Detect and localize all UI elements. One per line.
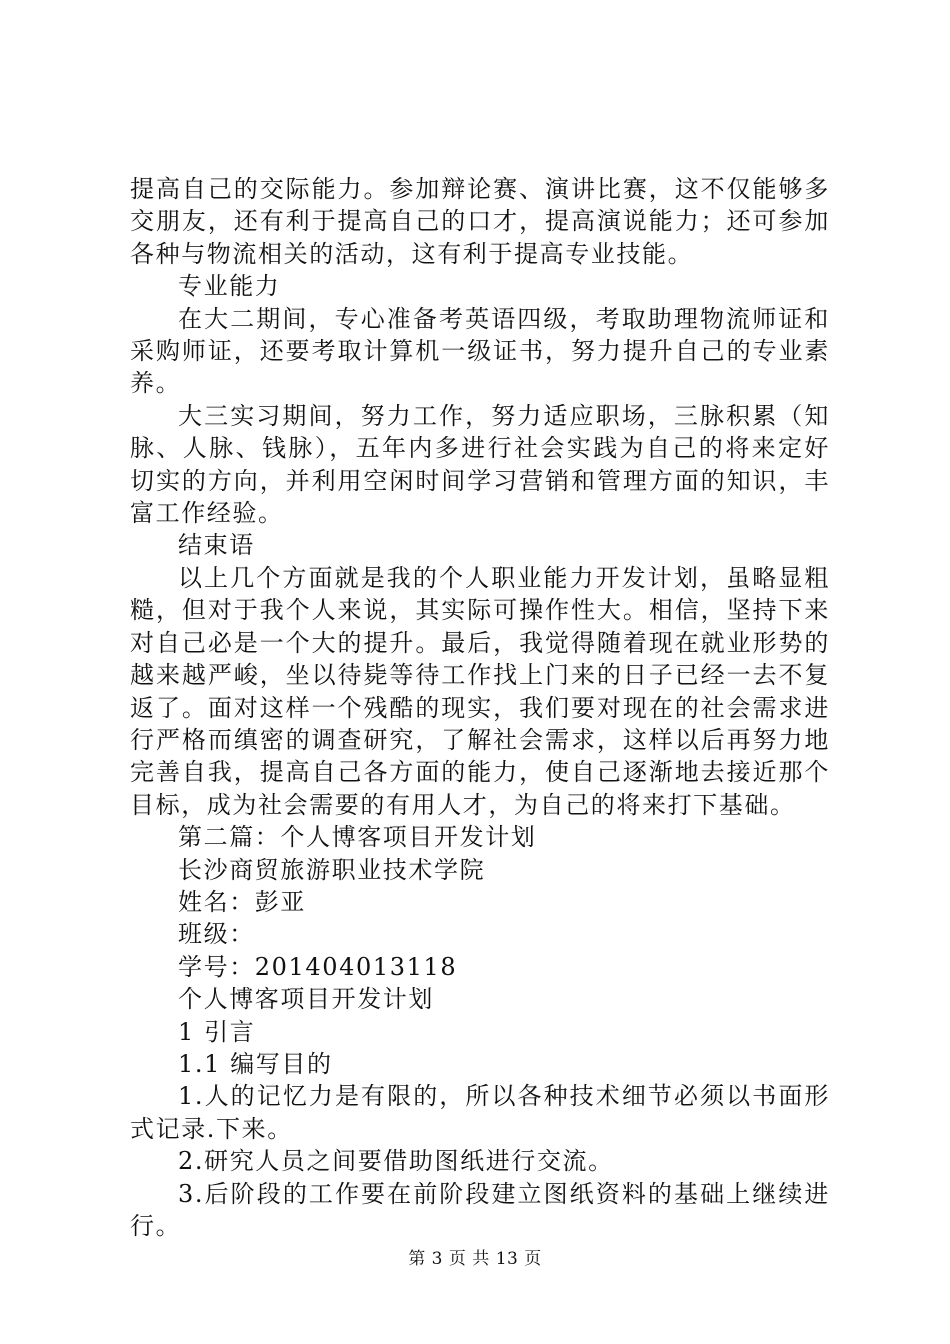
student-name: 姓名：彭亚 (178, 887, 306, 916)
student-class: 班级： (178, 920, 255, 949)
paragraph: 以上几个方面就是我的个人职业能力开发计划，虽略显粗糙，但对于我个人来说，其实际可操作性大。相信，坚持下来对自己必是一个大的提升。最后，我觉得随着现在就业形势的越来越严峻，坐以待毙等待工作找上门来的日子已经一去不复返了。面对这样一个残酷的现实，我们要对现在的社会需求进行严格而缜密的调查研究，了解社会需求，这样以后再努力地完善自我，提高自己各方面的能力，使自己逐渐地去接近那个目标，成为社会需要的有用人才，为自己的将来打下基础。 (130, 563, 830, 819)
paragraph: 大三实习期间，努力工作，努力适应职场，三脉积累（知脉、人脉、钱脉），五年内多进行社会实践为自己的将来定好切实的方向，并利用空闲时间学习营销和管理方面的知识，丰富工作经验。 (130, 401, 830, 528)
student-id: 学号：201404013118 (178, 952, 458, 981)
section-heading-conclusion: 结束语 (178, 531, 255, 560)
school-name: 长沙商贸旅游职业技术学院 (178, 855, 486, 884)
subsection-heading-purpose: 1.1 编写目的 (178, 1049, 333, 1078)
document-body (130, 173, 830, 1242)
list-item: 3.后阶段的工作要在前阶段建立图纸资料的基础上继续进行。 (130, 1179, 830, 1240)
paragraph: 在大二期间，专心准备考英语四级，考取助理物流师证和采购师证，还要考取计算机一级证书，努力提升自己的专业素养。 (130, 304, 830, 398)
document-title: 个人博客项目开发计划 (178, 985, 434, 1014)
list-item: 2.研究人员之间要借助图纸进行交流。 (178, 1147, 614, 1176)
chapter-title: 第二篇：个人博客项目开发计划 (178, 823, 537, 852)
page-number-footer: 第 3 页 共 13 页 (408, 1249, 542, 1269)
paragraph: 提高自己的交际能力。参加辩论赛、演讲比赛，这不仅能够多交朋友，还有利于提高自己的口才，提高演说能力；还可参加各种与物流相关的活动，这有利于提高专业技能。 (130, 175, 830, 268)
section-heading-professional-ability: 专业能力 (178, 272, 281, 301)
section-heading-introduction: 1 引言 (178, 1017, 256, 1046)
list-item: 1.人的记忆力是有限的，所以各种技术细节必须以书面形式记录.下来。 (130, 1082, 830, 1143)
